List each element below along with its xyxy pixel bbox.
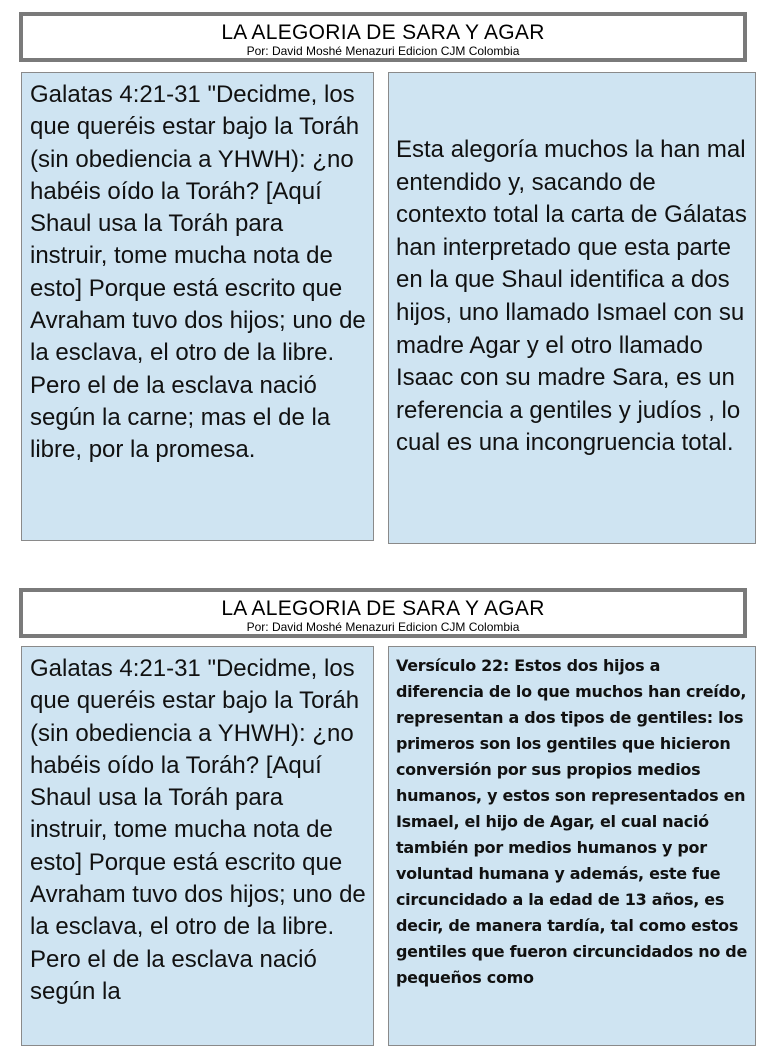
slide2-subtitle: Por: David Moshé Menazuri Edicion CJM Colombia (246, 620, 520, 634)
slide2-right-text: Versículo 22: Estos dos hijos a diferencia de lo que muchos han creído, representan a dos tipos de gentiles: los primeros son los gentiles que hicieron conversión por sus propios medios humanos, y estos son representados en Ismael, el hijo de Agar, el cual nació también por medios humanos y por voluntad humana y además, este fue circuncidado a la edad de 13 años, es decir, de manera tardía, tal como estos gentiles que fueron circuncidados no de pequeños como (396, 656, 748, 987)
slide2-right-box (388, 646, 756, 1046)
slide2-left-text: Galatas 4:21-31 "Decidme, los que queréis estar bajo la Toráh (sin obediencia a YHWH): ¿no habéis oído la Toráh? [Aquí Shaul usa la Toráh para instruir, tome mucha nota de esto] Porque está escrito que Avraham tuvo dos hijos; uno de la esclava, el otro de la libre. Pero el de la esclava nació según la (30, 655, 366, 1005)
slide1-header (19, 12, 747, 62)
slide1-subtitle: Por: David Moshé Menazuri Edicion CJM Colombia (246, 44, 520, 58)
slide1-right-box (388, 72, 756, 544)
slide1-right-text: Esta alegoría muchos la han mal entendido y, sacando de contexto total la carta de Gálatas han interpretado que esta parte en la que Shaul identifica a dos hijos, uno llamado Ismael con su madre Agar y el otro llamado Isaac con su madre Sara, es un referencia a gentiles y judíos , lo cual es una incongruencia total. (396, 136, 747, 457)
slide2-title: LA ALEGORIA DE SARA Y AGAR (221, 597, 545, 620)
slide1-title: LA ALEGORIA DE SARA Y AGAR (221, 21, 545, 44)
slide2-header (19, 588, 747, 638)
slide1-left-box (21, 72, 374, 541)
slide2-left-box (21, 646, 374, 1046)
slide1-left-text: Galatas 4:21-31 "Decidme, los que queréis estar bajo la Toráh (sin obediencia a YHWH): ¿no habéis oído la Toráh? [Aquí Shaul usa la Toráh para instruir, tome mucha nota de esto] Porque está escrito que Avraham tuvo dos hijos; uno de la esclava, el otro de la libre. Pero el de la esclava nació según la carne; mas el de la libre, por la promesa. (30, 81, 366, 464)
